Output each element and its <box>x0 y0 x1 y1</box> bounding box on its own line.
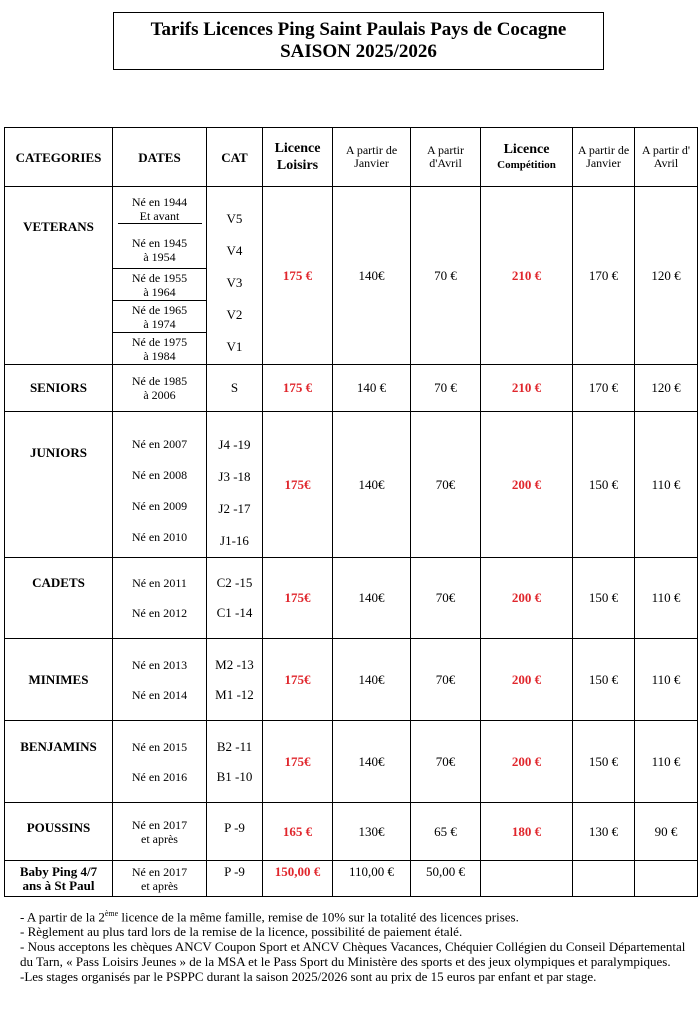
price-competition: 180 € <box>481 803 573 861</box>
date-v5-b: Et avant <box>118 209 202 224</box>
date-v1-b: à 1984 <box>143 348 176 363</box>
price-comp-avril: 110 € <box>635 639 698 721</box>
price-comp-janvier: 150 € <box>573 639 635 721</box>
date-seniors-b: à 2006 <box>143 388 176 402</box>
date-j1: Né en 2010 <box>131 530 188 544</box>
date-v3-a: Né de 1955 <box>131 270 188 285</box>
price-competition: 210 € <box>481 187 573 365</box>
cat-v4: V4 <box>226 243 243 258</box>
cats-cadets <box>207 558 263 639</box>
price-loisirs-avril: 70€ <box>411 721 481 803</box>
price-loisirs-janvier: 140 € <box>333 365 411 412</box>
date-v5-a: Né en 1944 <box>131 195 188 209</box>
date-baby-a: Né en 2017 <box>131 864 188 879</box>
cat-poussins: P -9 <box>207 803 263 861</box>
price-loisirs-avril: 70€ <box>411 412 481 558</box>
date-v4-b: à 1954 <box>143 250 176 264</box>
table-row-minimes <box>5 639 698 721</box>
title-box <box>113 12 604 70</box>
note-4: -Les stages organisés par le PSPPC durant la saison 2025/2026 sont au prix de 15 euros par enfant et par stage. <box>20 969 597 985</box>
cats-minimes <box>207 639 263 721</box>
cat-v5: V5 <box>226 211 243 226</box>
date-j4: Né en 2007 <box>131 437 188 451</box>
note-1-a: - A partir de la 2 <box>20 909 105 925</box>
note-1-sup: ème <box>104 909 119 918</box>
header-licence-loisirs: Licence Loisirs <box>263 128 333 187</box>
cat-j2: J2 -17 <box>218 501 251 516</box>
dates-juniors <box>113 412 207 558</box>
price-loisirs-janvier: 130€ <box>333 803 411 861</box>
header-row <box>5 128 698 187</box>
cat-c1: C1 -14 <box>216 605 253 620</box>
category-poussins: POUSSINS <box>5 803 113 861</box>
cat-b2: B2 -11 <box>216 738 253 754</box>
price-loisirs: 165 € <box>263 803 333 861</box>
cat-j4: J4 -19 <box>218 437 251 452</box>
price-competition: 210 € <box>481 365 573 412</box>
price-comp-janvier-empty <box>573 861 635 897</box>
price-loisirs-janvier: 140€ <box>333 639 411 721</box>
dates-poussins <box>113 803 207 861</box>
tarifs-table <box>4 127 698 897</box>
note-3: - Nous acceptons les chèques ANCV Coupon Sport et ANCV Chèques Vacances, Chéquier Collégien du Conseil Départemental du Tarn, « Pass Loisirs Jeunes » de la MSA et le Pass Sport du Ministère des sports et des jeux olympiques et paralympiques. <box>20 939 686 970</box>
header-licence-competition <box>481 128 573 187</box>
table-row-veterans <box>5 187 698 365</box>
note-1-b: licence de la même famille, remise de 10% sur la totalité des licences prises. <box>118 909 519 925</box>
price-loisirs-janvier: 140€ <box>333 558 411 639</box>
price-competition: 200 € <box>481 639 573 721</box>
price-comp-janvier: 170 € <box>573 187 635 365</box>
cats-juniors <box>207 412 263 558</box>
note-2: - Règlement au plus tard lors de la remise de la licence, possibilité de paiement étalé. <box>20 924 463 940</box>
price-loisirs: 175 € <box>263 187 333 365</box>
date-poussins-b: et après <box>141 831 178 846</box>
price-loisirs: 175€ <box>263 721 333 803</box>
cat-v1: V1 <box>226 339 243 354</box>
header-categories: CATEGORIES <box>5 128 113 187</box>
title-line-1: Tarifs Licences Ping Saint Paulais Pays de Cocagne <box>150 19 567 40</box>
header-loisirs-janvier: A partir de Janvier <box>333 128 411 187</box>
price-comp-janvier: 150 € <box>573 558 635 639</box>
header-comp-avril: A partir d' Avril <box>635 128 698 187</box>
cats-benjamins <box>207 721 263 803</box>
price-comp-avril: 110 € <box>635 558 698 639</box>
table-row-poussins <box>5 803 698 861</box>
header-cat: CAT <box>207 128 263 187</box>
date-v3-b: à 1964 <box>143 284 176 299</box>
notes <box>20 906 690 984</box>
price-competition: 200 € <box>481 558 573 639</box>
category-minimes: MINIMES <box>5 639 113 721</box>
category-benjamins: BENJAMINS <box>5 721 113 803</box>
cat-seniors: S <box>207 365 263 412</box>
date-m2: Né en 2013 <box>131 657 188 672</box>
price-loisirs: 175€ <box>263 558 333 639</box>
date-seniors-a: Né de 1985 <box>131 374 188 388</box>
dates-benjamins <box>113 721 207 803</box>
table-row-baby-ping <box>5 861 698 897</box>
note-1 <box>20 906 690 924</box>
header-competition-line1: Licence <box>503 142 550 157</box>
price-competition: 200 € <box>481 721 573 803</box>
table-row-juniors <box>5 412 698 558</box>
date-v2-b: à 1974 <box>143 316 176 331</box>
date-poussins-a: Né en 2017 <box>131 817 188 832</box>
cat-baby-ping: P -9 <box>207 861 263 897</box>
cats-veterans <box>207 187 263 365</box>
title-line-2: SAISON 2025/2026 <box>280 41 437 62</box>
category-cadets: CADETS <box>5 558 113 639</box>
dates-seniors <box>113 365 207 412</box>
header-comp-janvier: A partir de Janvier <box>573 128 635 187</box>
price-comp-avril: 110 € <box>635 412 698 558</box>
price-competition-empty <box>481 861 573 897</box>
category-baby-ping <box>5 861 113 897</box>
price-loisirs-janvier: 140€ <box>333 721 411 803</box>
price-loisirs-avril: 65 € <box>411 803 481 861</box>
date-v2-a: Né de 1965 <box>131 302 188 317</box>
date-c1: Né en 2012 <box>131 606 188 620</box>
price-loisirs-janvier: 110,00 € <box>333 861 411 897</box>
cat-j3: J3 -18 <box>218 469 251 484</box>
date-v4-a: Né en 1945 <box>131 236 188 250</box>
price-comp-janvier: 130 € <box>573 803 635 861</box>
price-comp-avril: 120 € <box>635 365 698 412</box>
price-comp-avril: 110 € <box>635 721 698 803</box>
price-comp-avril: 120 € <box>635 187 698 365</box>
dates-baby-ping <box>113 861 207 897</box>
price-loisirs: 175 € <box>263 365 333 412</box>
price-competition: 200 € <box>481 412 573 558</box>
date-b1: Né en 2016 <box>131 769 188 784</box>
cat-m1: M1 -12 <box>215 686 254 702</box>
price-loisirs-avril: 70€ <box>411 639 481 721</box>
price-loisirs-janvier: 140€ <box>333 187 411 365</box>
date-m1: Né en 2014 <box>131 687 188 702</box>
cat-j1: J1-16 <box>220 533 249 548</box>
dates-cadets <box>113 558 207 639</box>
dates-veterans <box>113 187 207 365</box>
cat-v3: V3 <box>226 275 243 290</box>
date-baby-b: et après <box>141 878 178 893</box>
price-comp-janvier: 170 € <box>573 365 635 412</box>
header-loisirs-avril: A partir d'Avril <box>411 128 481 187</box>
price-comp-janvier: 150 € <box>573 412 635 558</box>
cat-c2: C2 -15 <box>216 575 253 590</box>
category-veterans: VETERANS <box>5 187 113 365</box>
price-loisirs-avril: 50,00 € <box>411 861 481 897</box>
date-b2: Né en 2015 <box>131 739 188 754</box>
price-loisirs-avril: 70€ <box>411 558 481 639</box>
price-loisirs-avril: 70 € <box>411 365 481 412</box>
date-c2: Né en 2011 <box>132 576 187 590</box>
category-baby-line1: Baby Ping 4/7 <box>19 863 98 879</box>
dates-minimes <box>113 639 207 721</box>
price-loisirs-avril: 70 € <box>411 187 481 365</box>
price-comp-avril-empty <box>635 861 698 897</box>
price-loisirs: 150,00 € <box>263 861 333 897</box>
table-row-seniors <box>5 365 698 412</box>
price-loisirs: 175€ <box>263 412 333 558</box>
date-v1-a: Né de 1975 <box>131 334 188 349</box>
price-comp-avril: 90 € <box>635 803 698 861</box>
category-juniors: JUNIORS <box>5 412 113 558</box>
category-baby-line2: ans à St Paul <box>22 877 95 893</box>
cat-m2: M2 -13 <box>215 656 254 672</box>
cat-b1: B1 -10 <box>216 768 253 784</box>
table-row-benjamins <box>5 721 698 803</box>
table-row-cadets <box>5 558 698 639</box>
date-j3: Né en 2008 <box>131 468 188 482</box>
category-seniors: SENIORS <box>5 365 113 412</box>
date-j2: Né en 2009 <box>131 499 188 513</box>
price-loisirs-janvier: 140€ <box>333 412 411 558</box>
header-dates: DATES <box>113 128 207 187</box>
cat-v2: V2 <box>226 307 243 322</box>
header-competition-line2: Compétition <box>497 159 556 171</box>
price-loisirs: 175€ <box>263 639 333 721</box>
price-comp-janvier: 150 € <box>573 721 635 803</box>
